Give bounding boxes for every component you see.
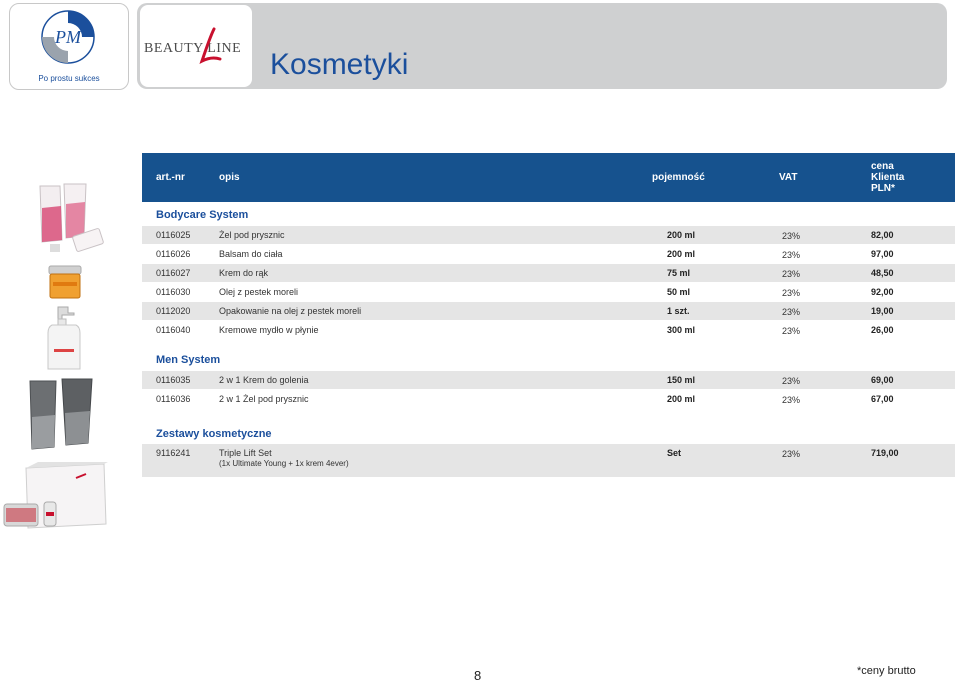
table-row xyxy=(142,245,955,263)
cell-volume: 50 ml xyxy=(667,287,691,297)
table-row xyxy=(142,226,955,244)
table-row xyxy=(142,302,955,320)
col-price-1: cena xyxy=(871,161,894,172)
cell-desc: Krem do rąk xyxy=(219,268,269,278)
cell-nr: 0116040 xyxy=(156,325,191,335)
cell-desc: Olej z pestek moreli xyxy=(219,287,299,297)
page-title: Kosmetyki xyxy=(270,48,409,82)
cell-price: 67,00 xyxy=(871,394,894,404)
cell-vat: 23% xyxy=(782,288,801,298)
cell-desc: Żel pod prysznic xyxy=(219,230,285,240)
col-nr: art.-nr xyxy=(156,172,185,183)
cell-price: 719,00 xyxy=(871,448,899,458)
cell-price: 48,50 xyxy=(871,268,894,278)
bodycare-tubes-image xyxy=(30,180,110,258)
cell-nr: 9116241 xyxy=(156,448,191,458)
cell-desc: Kremowe mydło w płynie xyxy=(219,325,319,335)
page-number: 8 xyxy=(474,668,482,683)
col-volume: pojemność xyxy=(652,172,705,183)
cell-desc: 2 w 1 Żel pod prysznic xyxy=(219,394,309,404)
cell-price: 82,00 xyxy=(871,230,894,240)
cell-volume: Set xyxy=(667,448,682,458)
cell-nr: 0116035 xyxy=(156,375,191,385)
cell-nr: 0112020 xyxy=(156,306,191,316)
beauty-line-logo-box xyxy=(140,5,252,87)
cell-volume: 200 ml xyxy=(667,249,696,259)
cell-volume: 75 ml xyxy=(667,268,691,278)
cell-price: 19,00 xyxy=(871,306,894,316)
cell-volume: 200 ml xyxy=(667,230,696,240)
beauty-line-logo-icon xyxy=(196,27,222,67)
cell-volume: 200 ml xyxy=(667,394,696,404)
section-title-bodycare: Bodycare System xyxy=(156,209,249,221)
cell-nr: 0116030 xyxy=(156,287,191,297)
cell-nr: 0116025 xyxy=(156,230,191,240)
cell-nr: 0116027 xyxy=(156,268,191,278)
cell-nr: 0116026 xyxy=(156,249,191,259)
table-row xyxy=(142,264,955,282)
col-price-3: PLN* xyxy=(871,183,895,194)
triple-lift-set-image xyxy=(2,462,108,532)
pm-monogram: PM xyxy=(55,27,81,47)
cell-vat: 23% xyxy=(782,231,801,241)
cell-volume: 1 szt. xyxy=(667,306,690,316)
cell-volume: 150 ml xyxy=(667,375,696,385)
cell-vat: 23% xyxy=(782,326,801,336)
col-desc: opis xyxy=(219,172,240,183)
table-row xyxy=(142,283,955,301)
cell-price: 97,00 xyxy=(871,249,894,259)
section-title-men: Men System xyxy=(156,354,221,366)
col-vat: VAT xyxy=(779,172,798,183)
brand-text: BEAUTY LINE xyxy=(144,41,242,56)
col-price-2: Klienta xyxy=(871,172,905,183)
cell-vat: 23% xyxy=(782,449,801,459)
cell-price: 26,00 xyxy=(871,325,894,335)
price-footnote: *ceny brutto xyxy=(857,665,916,677)
hand-cream-jar-image xyxy=(45,262,85,302)
table-header xyxy=(142,153,955,202)
title-banner xyxy=(137,3,947,89)
cell-vat: 23% xyxy=(782,395,801,405)
cell-desc: Balsam do ciała xyxy=(219,249,283,259)
cell-vat: 23% xyxy=(782,250,801,260)
cell-nr: 0116036 xyxy=(156,394,191,404)
slogan: Po prostu sukces xyxy=(38,74,100,83)
men-system-tubes-image xyxy=(26,377,98,453)
cell-desc-detail: (1x Ultimate Young + 1x krem 4ever) xyxy=(219,459,349,468)
table-row xyxy=(142,390,955,408)
cell-desc: Opakowanie na olej z pestek moreli xyxy=(219,306,362,316)
pm-logo-icon xyxy=(41,10,95,64)
pm-logo-box xyxy=(9,3,129,90)
table-row xyxy=(142,371,955,389)
cell-vat: 23% xyxy=(782,307,801,317)
cell-price: 69,00 xyxy=(871,375,894,385)
cell-desc: Triple Lift Set xyxy=(219,448,272,458)
cell-desc: 2 w 1 Krem do golenia xyxy=(219,375,309,385)
cell-volume: 300 ml xyxy=(667,325,696,335)
cell-price: 92,00 xyxy=(871,287,894,297)
table-row xyxy=(142,444,955,477)
section-title-sets: Zestawy kosmetyczne xyxy=(156,428,272,440)
cell-vat: 23% xyxy=(782,269,801,279)
liquid-soap-bottle-image xyxy=(44,305,84,373)
table-row xyxy=(142,321,955,339)
cell-vat: 23% xyxy=(782,376,801,386)
